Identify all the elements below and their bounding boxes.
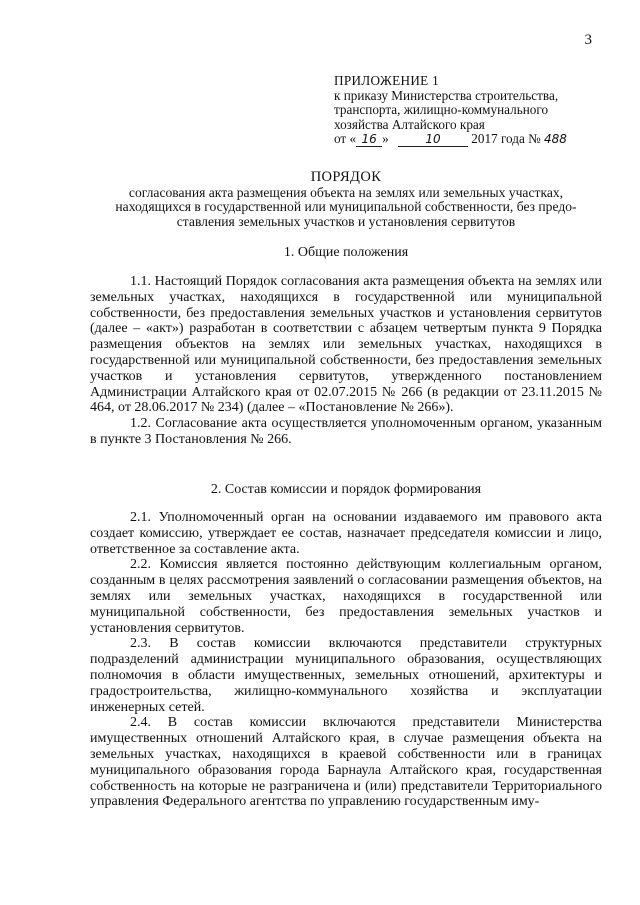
handwritten-number: 488 xyxy=(543,132,567,146)
date-mid: » xyxy=(382,131,389,146)
heading-line-2: находящихся в государственной или муниципальной собственности, без предо- xyxy=(115,199,577,215)
paragraph-1-2: 1.2. Согласование акта осуществляется уполномоченным органом, указанным в пункте 3 Постановления № 266. xyxy=(90,416,602,447)
paragraph-2-2: 2.2. Комиссия является постоянно действующим коллегиальным органом, созданным в целях рассмотрения заявлений о согласовании размещения объектов, на землях или земельных участках, находящихся в государственной или муниципальной собственности, без предоставления земельных участков и установления сервитутов. xyxy=(90,557,602,636)
annex-line-1: к приказу Министерства строительства, xyxy=(334,87,559,103)
annex-line-3: хозяйства Алтайского края xyxy=(334,116,485,132)
paragraph-2-3: 2.3. В состав комиссии включаются представители структурных подразделений администрации муниципального образования, осуществляющих полномочия в области имущественных, земельных отношений, архитектуры и градостроительства, жилищно-коммунального хозяйства и эксплуатации инженерных сетей. xyxy=(90,636,602,715)
page-number: 3 xyxy=(584,32,592,48)
section-2-body xyxy=(90,510,602,810)
document-heading xyxy=(90,170,602,229)
document-title: ПОРЯДОК xyxy=(310,169,382,185)
paragraph-1-1: 1.1. Настоящий Порядок согласования акта размещения объекта на землях или земельных участках, находящихся в государственной или муниципальной собственности, без предоставления земельных участков и установления сервитутов (далее – «акт») разработан в соответствии с абзацем четвертым пункта 9 Порядка размещения объектов на землях или земельных участках, находящихся в государственной или муниципальной собственности, без предоставления земельных участков и установления сервитутов, утвержденного постановлением Администрации Алтайского края от 02.07.2015 № 266 (в редакции от 23.11.2015 № 464, от 28.06.2017 № 234) (далее – «Постановление № 266»). xyxy=(90,274,602,416)
handwritten-month: 10 xyxy=(398,133,468,147)
heading-line-3: ставления земельных участков и установления сервитутов xyxy=(176,213,516,229)
heading-line-1: согласования акта размещения объекта на землях или земельных участках, xyxy=(128,184,564,200)
date-suffix: 2017 года № xyxy=(471,131,541,146)
annex-line-2: транспорта, жилищно-коммунального xyxy=(334,102,549,117)
section-2-title: 2. Состав комиссии и порядок формирования xyxy=(210,482,482,497)
annex-block xyxy=(334,74,596,147)
section-1-title: 1. Общие положения xyxy=(283,245,409,260)
section-1-body xyxy=(90,274,602,448)
annex-date-line xyxy=(334,132,596,147)
handwritten-day: 16 xyxy=(356,133,382,147)
paragraph-2-1: 2.1. Уполномоченный орган на основании издаваемого им правового акта создает комиссию, утверждает ее состав, назначает председателя комиссии и лицо, ответственное за составление акта. xyxy=(90,510,602,557)
date-prefix: от « xyxy=(334,131,357,146)
paragraph-2-4: 2.4. В состав комиссии включаются представители Министерства имущественных отношений Алтайского края, в случае размещения объекта на земельных участках, находящихся в краевой собственности или в границах муниципального образования города Барнаула Алтайского края, государственная собственность на которые не разграничена и (или) представители Территориального управления Федерального агентства по управлению государственным иму- xyxy=(90,715,602,810)
annex-title: ПРИЛОЖЕНИЕ 1 xyxy=(334,73,439,88)
